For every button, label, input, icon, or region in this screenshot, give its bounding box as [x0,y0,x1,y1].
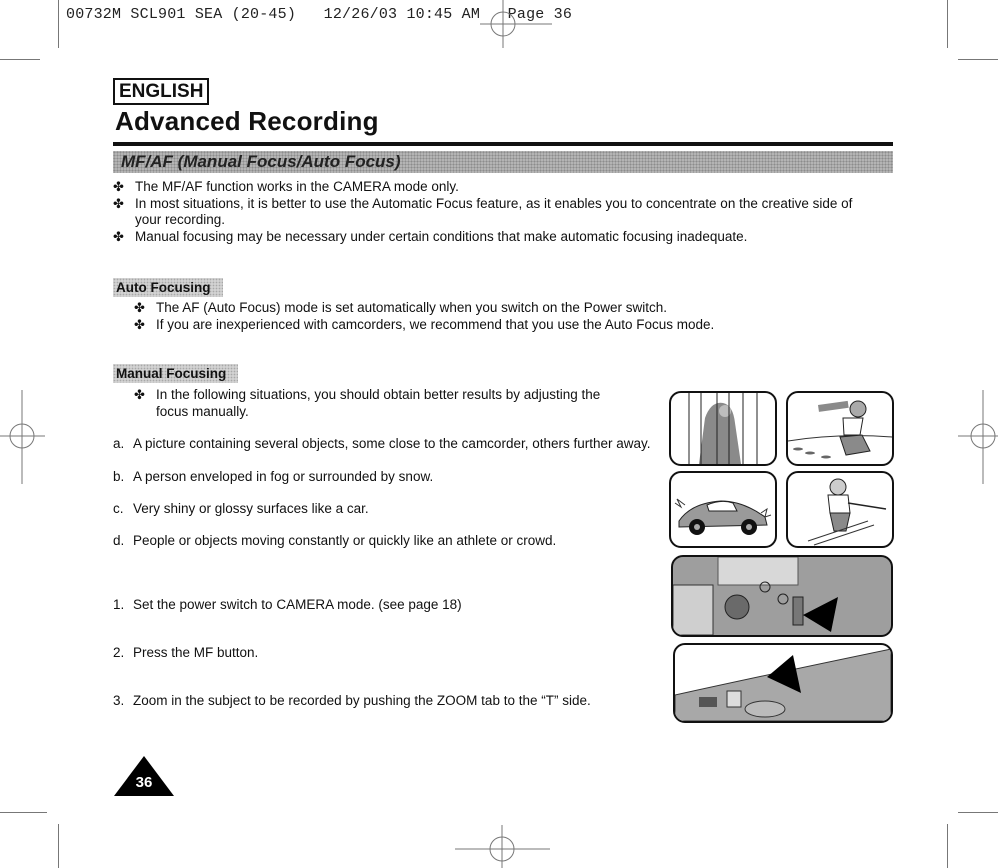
crop-mark [947,824,948,868]
shiny-car-illustration [669,471,777,548]
crop-mark [0,59,40,60]
bullet-item: ✤ Manual focusing may be necessary under certain conditions that make automatic focusing inadequate. [113,228,748,244]
manual-focusing-heading: Manual Focusing [113,364,238,383]
auto-focusing-heading: Auto Focusing [113,278,223,297]
section-heading-band [113,151,893,173]
step-3: 3. Zoom in the subject to be recorded by pushing the ZOOM tab to the “T” side. [113,693,591,708]
bullet-item: ✤ The AF (Auto Focus) mode is set automatically when you switch on the Power switch. [134,300,667,315]
crop-mark [958,59,998,60]
four-leaf-bullet-icon: ✤ [134,387,145,402]
situation-d: d. People or objects moving constantly or quickly like an athlete or crowd. [113,533,557,548]
section-title: MF/AF (Manual Focus/Auto Focus) [121,152,401,171]
language-tab: ENGLISH [113,78,209,105]
crop-mark [58,824,59,868]
crop-mark [947,0,948,48]
person-running-in-snow-illustration [786,391,894,466]
print-slug: 00732M SCL901 SEA (20-45) 12/26/03 10:45 AM Page 36 [66,6,573,23]
title-rule [113,142,893,146]
page-title: Advanced Recording [115,106,379,136]
skier-illustration [786,471,894,548]
crop-mark [958,812,998,813]
crop-mark [0,812,47,813]
camcorder-top-zoom-tab-illustration [673,643,893,723]
step-1: 1. Set the power switch to CAMERA mode. (see page 18) [113,597,462,612]
bullet-item: ✤ In most situations, it is better to use the Automatic Focus feature, as it enables you to concentrate on the creative side of your recording. [113,195,853,227]
registration-mark-top [440,0,560,48]
bullet-item: ✤ The MF/AF function works in the CAMERA mode only. [113,179,459,194]
auto-focusing-bullets [134,300,834,333]
camcorder-side-mf-button-illustration [671,555,893,637]
four-leaf-bullet-icon: ✤ [134,316,145,332]
situation-a: a. A picture containing several objects, some close to the camcorder, others further away. [113,436,651,451]
registration-mark-left [0,390,50,490]
four-leaf-bullet-icon: ✤ [113,195,124,211]
crop-mark [58,0,59,48]
situation-b: b. A person enveloped in fog or surrounded by snow. [113,469,434,484]
manual-focusing-bullets [134,387,624,420]
four-leaf-bullet-icon: ✤ [134,300,145,315]
bullet-item: ✤ If you are inexperienced with camcorders, we recommend that you use the Auto Focus mode. [134,316,715,332]
situation-c: c. Very shiny or glossy surfaces like a car. [113,501,369,516]
bullet-item: ✤ In the following situations, you should obtain better results by adjusting the focus manually. [134,387,601,419]
gorilla-behind-bars-illustration [669,391,777,466]
registration-mark-bottom [450,820,560,868]
four-leaf-bullet-icon: ✤ [113,228,124,244]
intro-bullets [113,179,873,245]
four-leaf-bullet-icon: ✤ [113,179,124,194]
page-number: 36 [135,774,153,791]
step-2: 2. Press the MF button. [113,645,259,660]
registration-mark-right [955,390,998,490]
